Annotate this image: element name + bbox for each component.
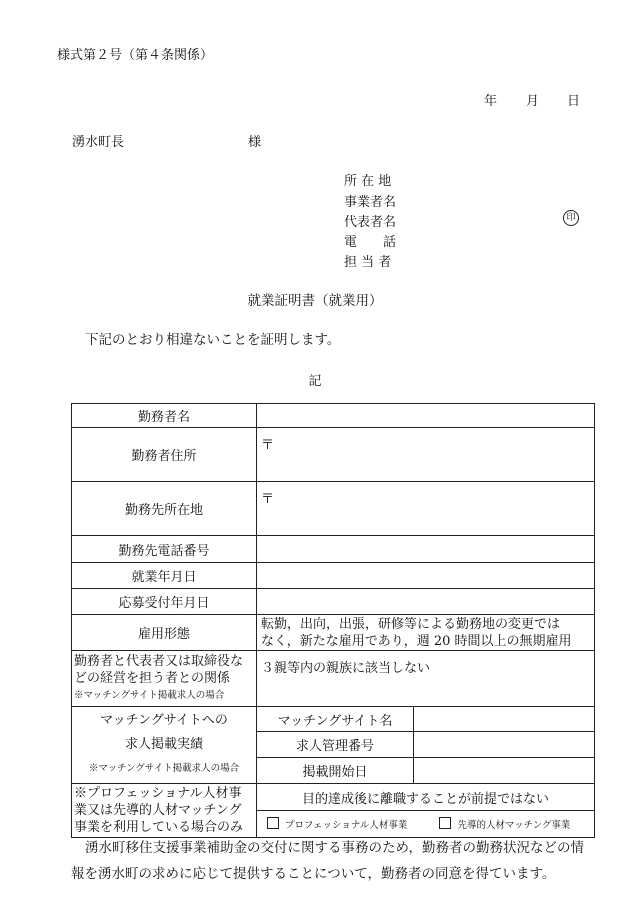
employment-date-field[interactable] (257, 563, 595, 589)
ki-label: 記 (308, 374, 322, 389)
relation-label (72, 651, 257, 707)
posting-start-date-label: 掲載開始日 (257, 758, 414, 784)
pro-label-text-1: ※プロフェッショナル人材事 (74, 786, 242, 801)
date-month-label: 月 (526, 94, 540, 109)
applicant-business-name-label: 事業者名 (344, 195, 397, 210)
form-number-label: 様式第２号（第４条関係） (57, 48, 214, 63)
workplace-phone-label: 勤務先電話番号 (72, 536, 257, 563)
footer-line-1: 湧水町移住支援事業補助金の交付に関する事務のため，勤務者の勤務状況などの情 (85, 840, 584, 856)
pro-label-text-3: 事業を利用している場合のみ (74, 820, 244, 835)
job-mgmt-number-label: 求人管理番号 (257, 732, 414, 758)
applicant-phone-label: 電 話 (344, 235, 397, 250)
employment-type-text-2: なく，新たな雇用であり，週 20 時間以上の無期雇用 (261, 633, 572, 649)
workplace-address-field[interactable] (257, 482, 595, 536)
job-mgmt-number-field[interactable] (414, 732, 595, 758)
date-year-label: 年 (484, 94, 498, 109)
matching-site-name-field[interactable] (414, 707, 595, 732)
certify-statement: 下記のとおり相違ないことを証明します。 (85, 332, 341, 348)
applicant-contact-label: 担 当 者 (344, 255, 392, 270)
matching-label-text-1: マッチングサイトへの (100, 713, 228, 728)
worker-address-label: 勤務者住所 (72, 428, 257, 482)
employment-type-text-1: 転勤，出向，出張，研修等による勤務地の変更では (261, 616, 561, 632)
workplace-address-label: 勤務先所在地 (72, 482, 257, 536)
matching-site-name-label: マッチングサイト名 (257, 707, 414, 732)
document-title: 就業証明書（就業用） (247, 293, 383, 309)
relation-label-text-2: どの経営を担う者との関係 (74, 671, 231, 686)
pro-option-1-checkbox[interactable] (267, 817, 279, 829)
pro-value: 目的達成後に離職することが前提ではない (257, 784, 595, 811)
matching-label (72, 707, 257, 784)
recipient-name: 湧水町長 (72, 135, 125, 150)
worker-name-label: 勤務者名 (72, 404, 257, 428)
date-day-label: 日 (567, 94, 581, 109)
postal-mark: 〒 (261, 492, 275, 507)
worker-name-field[interactable] (257, 404, 595, 428)
relation-note: ※マッチングサイト掲載求人の場合 (74, 690, 225, 701)
relation-value: ３親等内の親族に該当しない (257, 651, 595, 707)
pro-label (72, 784, 257, 838)
matching-note: ※マッチングサイト掲載求人の場合 (88, 763, 240, 774)
relation-label-text-1: 勤務者と代表者又は取締役な (74, 654, 244, 669)
application-date-label: 応募受付年月日 (72, 589, 257, 615)
pro-label-text-2: 業又は先導的人材マッチング (74, 803, 242, 818)
matching-label-text-2: 求人掲載実績 (124, 737, 203, 752)
footer-line-2: 報を湧水町の求めに応じて提供することについて，勤務者の同意を得ています。 (71, 866, 556, 882)
seal-icon: 印 (563, 210, 579, 226)
workplace-phone-field[interactable] (257, 536, 595, 563)
application-date-field[interactable] (257, 589, 595, 615)
employment-type-label: 雇用形態 (72, 615, 257, 651)
postal-mark: 〒 (261, 438, 275, 453)
pro-options (257, 811, 595, 838)
applicant-location-label: 所 在 地 (344, 174, 392, 189)
pro-option-1-label: プロフェッショナル人材事業 (285, 820, 408, 831)
worker-address-field[interactable] (257, 428, 595, 482)
posting-start-date-field[interactable] (414, 758, 595, 784)
recipient-honorific: 様 (248, 135, 262, 150)
pro-option-2-label: 先導的人材マッチング事業 (457, 820, 571, 831)
certificate-table (71, 403, 595, 838)
employment-type-value (257, 615, 595, 651)
applicant-representative-label: 代表者名 (344, 215, 397, 230)
pro-option-2-checkbox[interactable] (439, 817, 451, 829)
employment-date-label: 就業年月日 (72, 563, 257, 589)
